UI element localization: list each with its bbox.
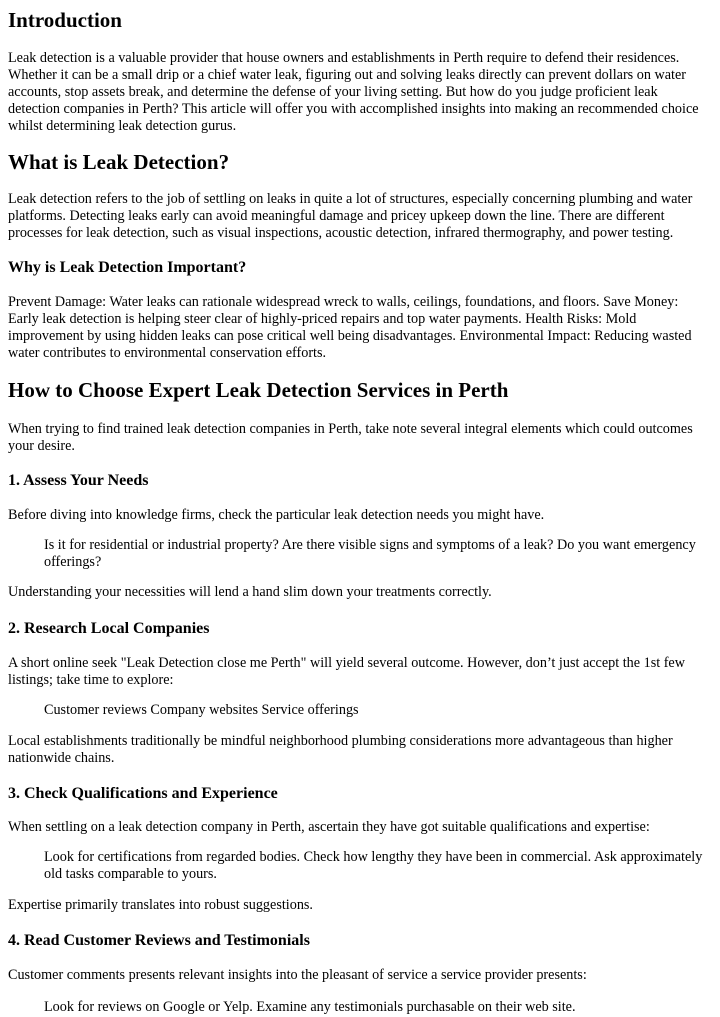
assess-needs-after: Understanding your necessities will lend a hand slim down your treatments correctly. (8, 584, 492, 600)
heading-research-local: 2. Research Local Companies (8, 620, 210, 637)
heading-customer-reviews: 4. Read Customer Reviews and Testimonials (8, 932, 310, 949)
why-important-paragraph: Prevent Damage: Water leaks can rationale widespread wreck to walls, ceilings, foundations, and floors. Save Money: Early leak detection is helping steer clear of highly-priced repairs and top water payments. Health Risks: Mold improvement by using hidden leaks can pose critical well being disadvantages. Environmental Impact: Reducing wasted water contributes to environmental conservation efforts. (8, 294, 692, 361)
assess-needs-quote: Is it for residential or industrial property? Are there visible signs and symptoms of a leak? Do you want emergency offerings? (44, 537, 696, 570)
research-quote: Customer reviews Company websites Service offerings (44, 702, 359, 718)
qualifications-paragraph: When settling on a leak detection company in Perth, ascertain they have got suitable qualifications and expertise: (8, 819, 650, 835)
heading-assess-needs: 1. Assess Your Needs (8, 472, 149, 489)
reviews-paragraph: Customer comments presents relevant insights into the pleasant of service a service provider presents: (8, 967, 587, 983)
how-to-choose-paragraph: When trying to find trained leak detection companies in Perth, take note several integral elements which could outcomes your desire. (8, 421, 693, 454)
heading-how-to-choose: How to Choose Expert Leak Detection Services in Perth (8, 378, 509, 402)
what-is-paragraph: Leak detection refers to the job of settling on leaks in quite a lot of structures, especially concerning plumbing and water platforms. Detecting leaks early can avoid meaningful damage and pricey upkeep down the line. There are different processes for leak detection, such as visual inspections, acoustic detection, infrared thermography, and power testing. (8, 191, 693, 241)
qualifications-after: Expertise primarily translates into robust suggestions. (8, 897, 313, 913)
research-paragraph: A short online seek "Leak Detection close me Perth" will yield several outcome. However, don’t just accept the 1st few listings; take time to explore: (8, 655, 685, 688)
heading-what-is-leak-detection: What is Leak Detection? (8, 150, 230, 174)
heading-qualifications: 3. Check Qualifications and Experience (8, 785, 278, 802)
research-after: Local establishments traditionally be mindful neighborhood plumbing considerations more advantageous than higher nationwide chains. (8, 733, 673, 766)
heading-introduction: Introduction (8, 8, 122, 32)
reviews-quote: Look for reviews on Google or Yelp. Examine any testimonials purchasable on their web site. (44, 999, 576, 1015)
assess-needs-paragraph: Before diving into knowledge firms, check the particular leak detection needs you might have. (8, 507, 545, 523)
heading-why-important: Why is Leak Detection Important? (8, 259, 247, 276)
intro-paragraph: Leak detection is a valuable provider that house owners and establishments in Perth require to defend their residences. Whether it can be a small drip or a chief water leak, figuring out and solving leaks directly can prevent dollars on water accounts, stop assets break, and determine the defense of your living setting. But how do you judge proficient leak detection companies in Perth? This article will offer you with accomplished insights into making an recommended choice whilst determining leak detection gurus. (8, 50, 699, 134)
qualifications-quote: Look for certifications from regarded bodies. Check how lengthy they have been in commercial. Ask approximately old tasks comparable to yours. (44, 849, 703, 882)
